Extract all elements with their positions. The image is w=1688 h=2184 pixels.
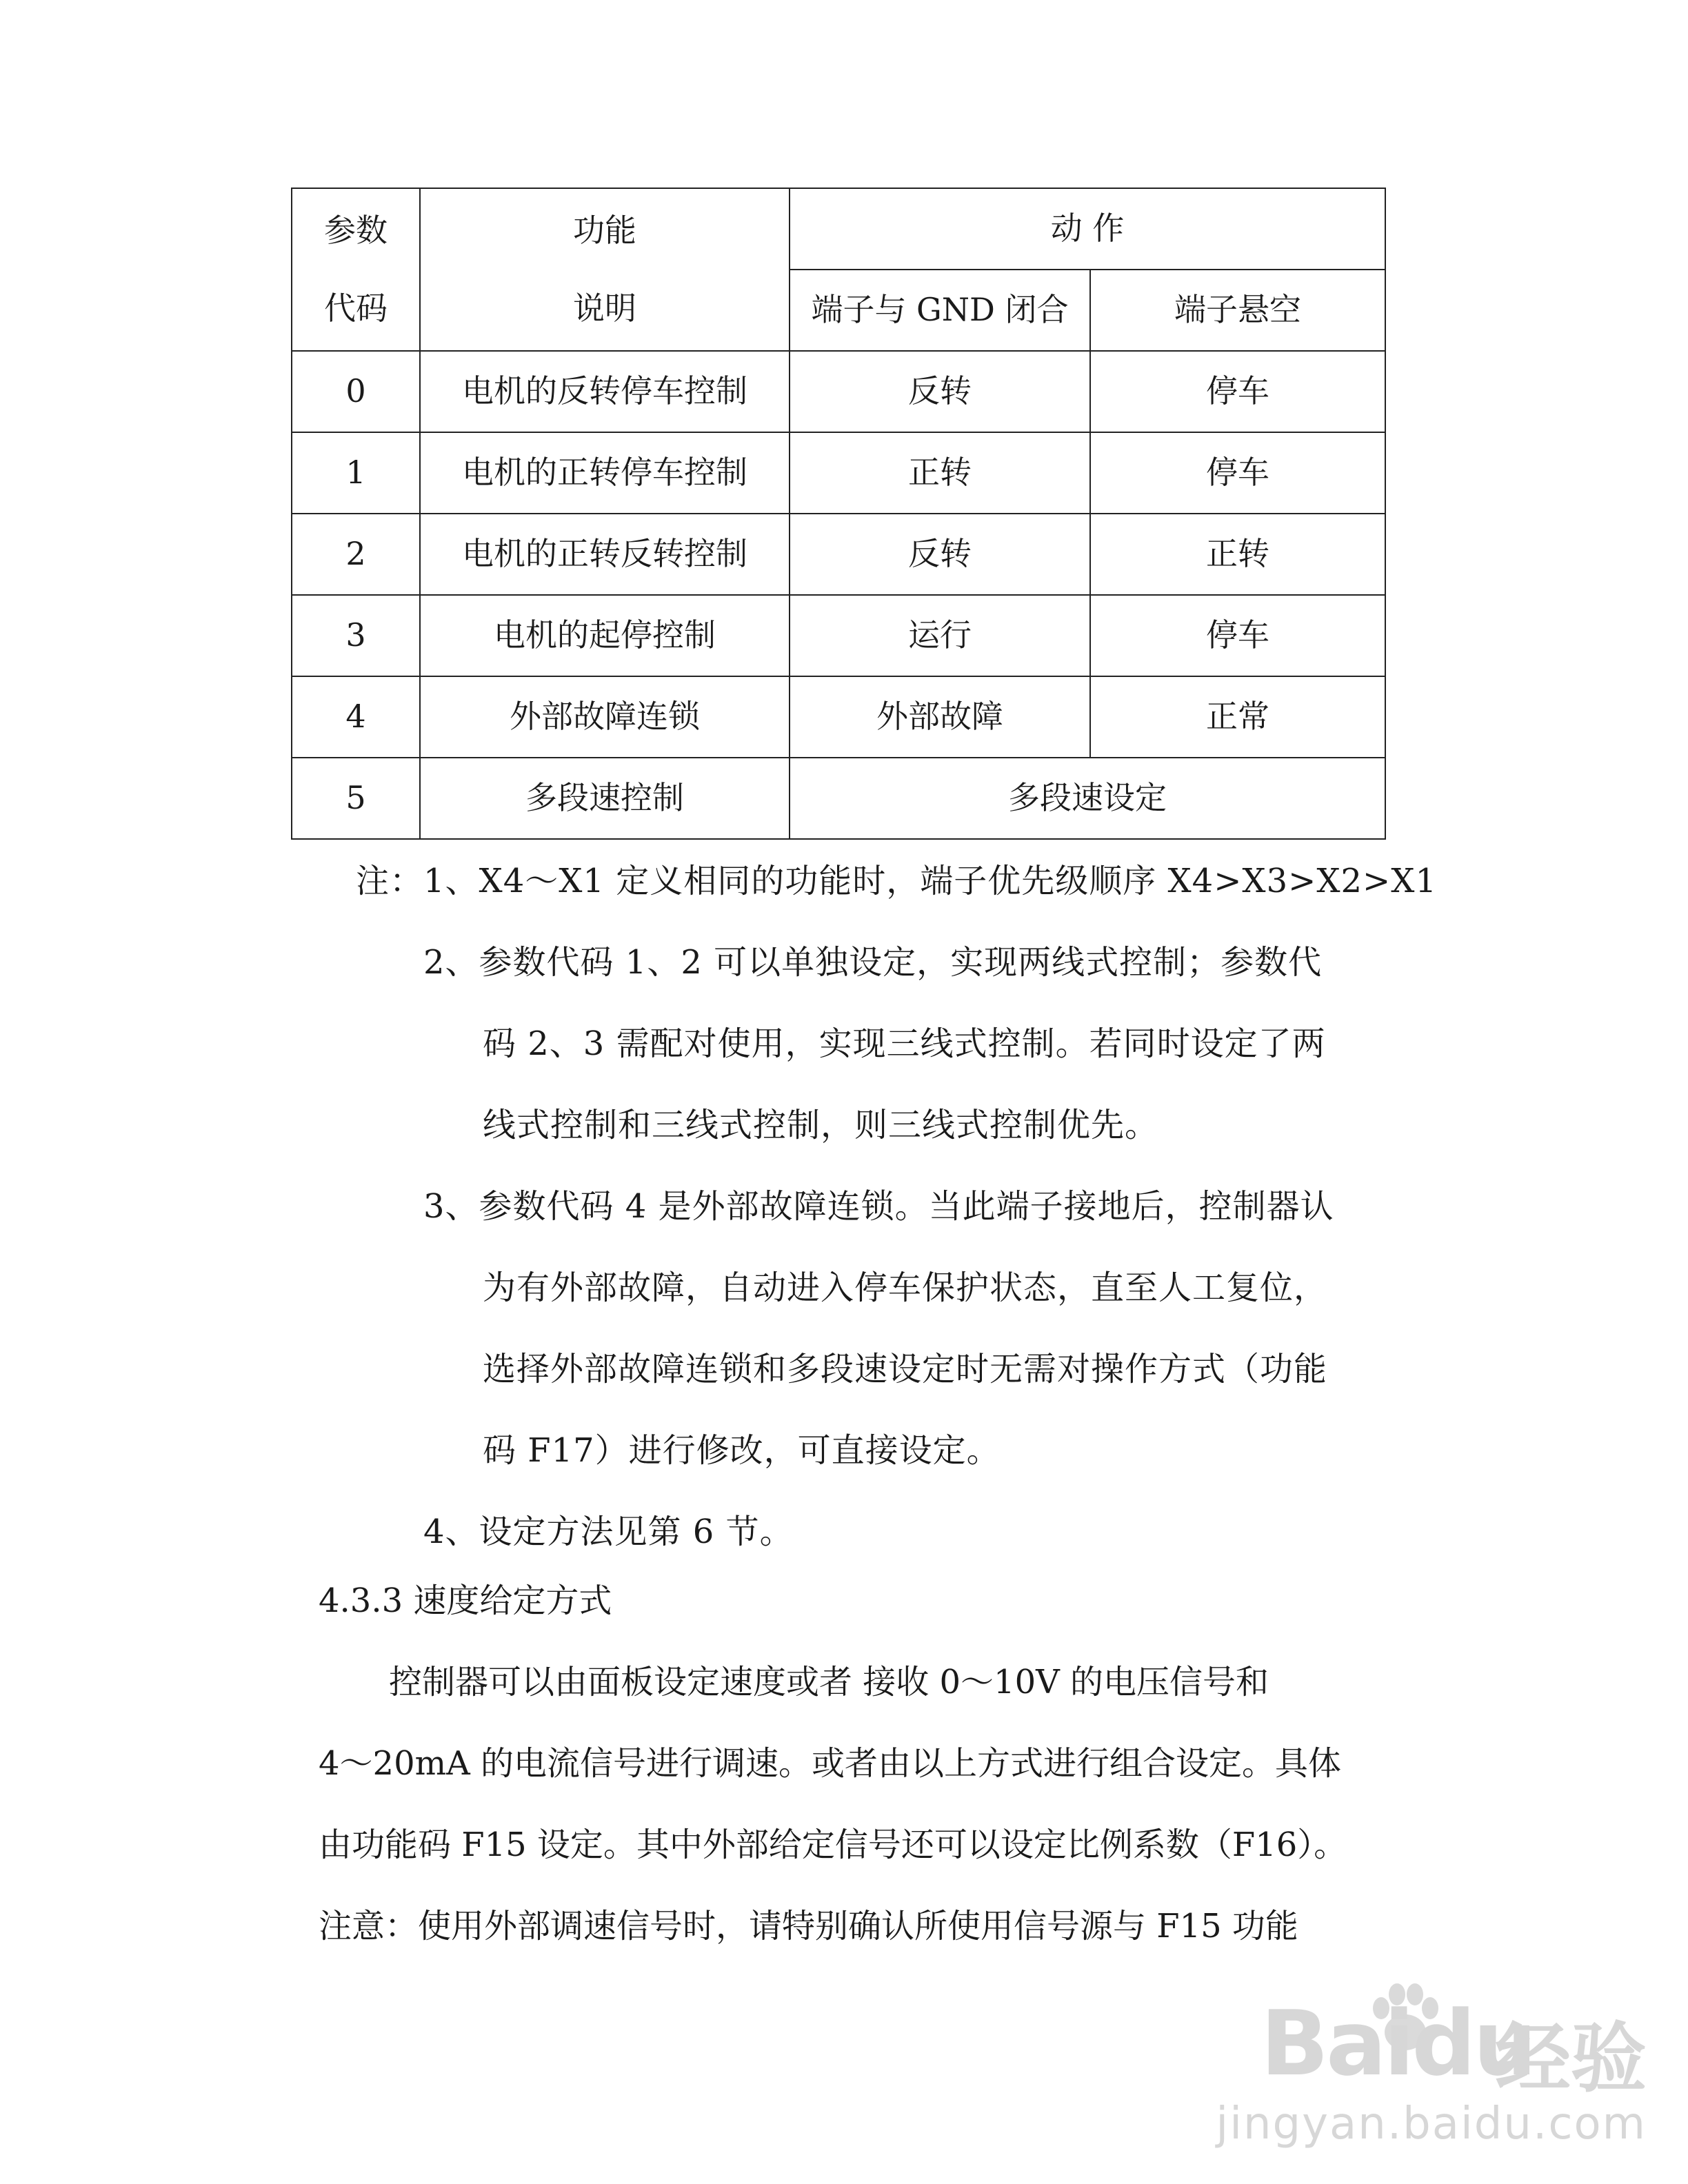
row-open-action: 停车 <box>1090 432 1385 514</box>
section-paragraph-line-1: 控制器可以由面板设定速度或者 接收 0～10V 的电压信号和 <box>389 1663 1269 1701</box>
table-row <box>292 676 1385 758</box>
row-function: 电机的正转停车控制 <box>420 432 790 514</box>
row-closed-action: 外部故障 <box>790 676 1090 758</box>
note-4: 4、设定方法见第 6 节。 <box>423 1513 794 1551</box>
row-open-action: 停车 <box>1090 595 1385 676</box>
baidu-watermark <box>1216 1977 1647 2156</box>
header-closed-cell: 端子与 GND 闭合 <box>790 270 1090 351</box>
header-open-cell: 端子悬空 <box>1090 270 1385 351</box>
section-paragraph-line-4: 注意：使用外部调速信号时，请特别确认所使用信号源与 F15 功能 <box>319 1907 1298 1945</box>
note-3-line-2: 为有外部故障，自动进入停车保护状态，直至人工复位， <box>483 1268 1328 1307</box>
row-code: 2 <box>292 514 420 595</box>
row-code: 5 <box>292 758 420 839</box>
row-function: 电机的起停控制 <box>420 595 790 676</box>
row-code: 3 <box>292 595 420 676</box>
table-row <box>292 514 1385 595</box>
row-function: 多段速控制 <box>420 758 790 839</box>
row-closed-action: 正转 <box>790 432 1090 514</box>
note-1: 注：1、X4～X1 定义相同的功能时，端子优先级顺序 X4>X3>X2>X1 <box>356 862 1437 900</box>
watermark-logo-text: Baidu <box>1260 1991 1534 2096</box>
row-closed-action: 反转 <box>790 514 1090 595</box>
table-header-row <box>292 188 1385 270</box>
row-closed-action: 反转 <box>790 351 1090 432</box>
header-code-line1: 参数 <box>324 211 388 249</box>
section-paragraph-line-3: 由功能码 F15 设定。其中外部给定信号还可以设定比例系数（F16）。 <box>319 1826 1347 1864</box>
row-function: 外部故障连锁 <box>420 676 790 758</box>
note-3-line-3: 选择外部故障连锁和多段速设定时无需对操作方式（功能 <box>483 1350 1328 1388</box>
header-func-line2: 说明 <box>573 290 636 327</box>
row-code: 4 <box>292 676 420 758</box>
header-action-cell: 动 作 <box>790 188 1385 270</box>
table-row <box>292 595 1385 676</box>
section-paragraph-line-2: 4～20mA 的电流信号进行调速。或者由以上方式进行组合设定。具体 <box>319 1744 1342 1783</box>
note-2-line-3: 线式控制和三线式控制，则三线式控制优先。 <box>483 1106 1159 1144</box>
table-row <box>292 758 1385 839</box>
note-2-line-2: 码 2、3 需配对使用，实现三线式控制。若同时设定了两 <box>483 1024 1326 1063</box>
header-code-cell <box>292 188 420 351</box>
header-func-cell <box>420 188 790 351</box>
row-function: 电机的正转反转控制 <box>420 514 790 595</box>
row-open-action: 正转 <box>1090 514 1385 595</box>
row-open-action: 正常 <box>1090 676 1385 758</box>
note-3-line-4: 码 F17）进行修改，可直接设定。 <box>483 1431 1001 1470</box>
row-closed-action: 运行 <box>790 595 1090 676</box>
watermark-url: jingyan.baidu.com <box>1216 2099 1647 2150</box>
note-3-line-1: 3、参数代码 4 是外部故障连锁。当此端子接地后，控制器认 <box>423 1187 1334 1226</box>
note-2-line-1: 2、参数代码 1、2 可以单独设定，实现两线式控制；参数代 <box>423 943 1323 982</box>
section-heading: 4.3.3 速度给定方式 <box>319 1581 612 1620</box>
header-func-line1: 功能 <box>573 211 636 249</box>
row-open-action: 停车 <box>1090 351 1385 432</box>
table-row <box>292 351 1385 432</box>
row-code: 0 <box>292 351 420 432</box>
row-merged-action: 多段速设定 <box>790 758 1385 839</box>
row-code: 1 <box>292 432 420 514</box>
row-function: 电机的反转停车控制 <box>420 351 790 432</box>
table-row <box>292 432 1385 514</box>
watermark-cn-text: 经验 <box>1495 2014 1647 2103</box>
parameter-table <box>291 188 1386 840</box>
header-code-line2: 代码 <box>324 290 388 327</box>
